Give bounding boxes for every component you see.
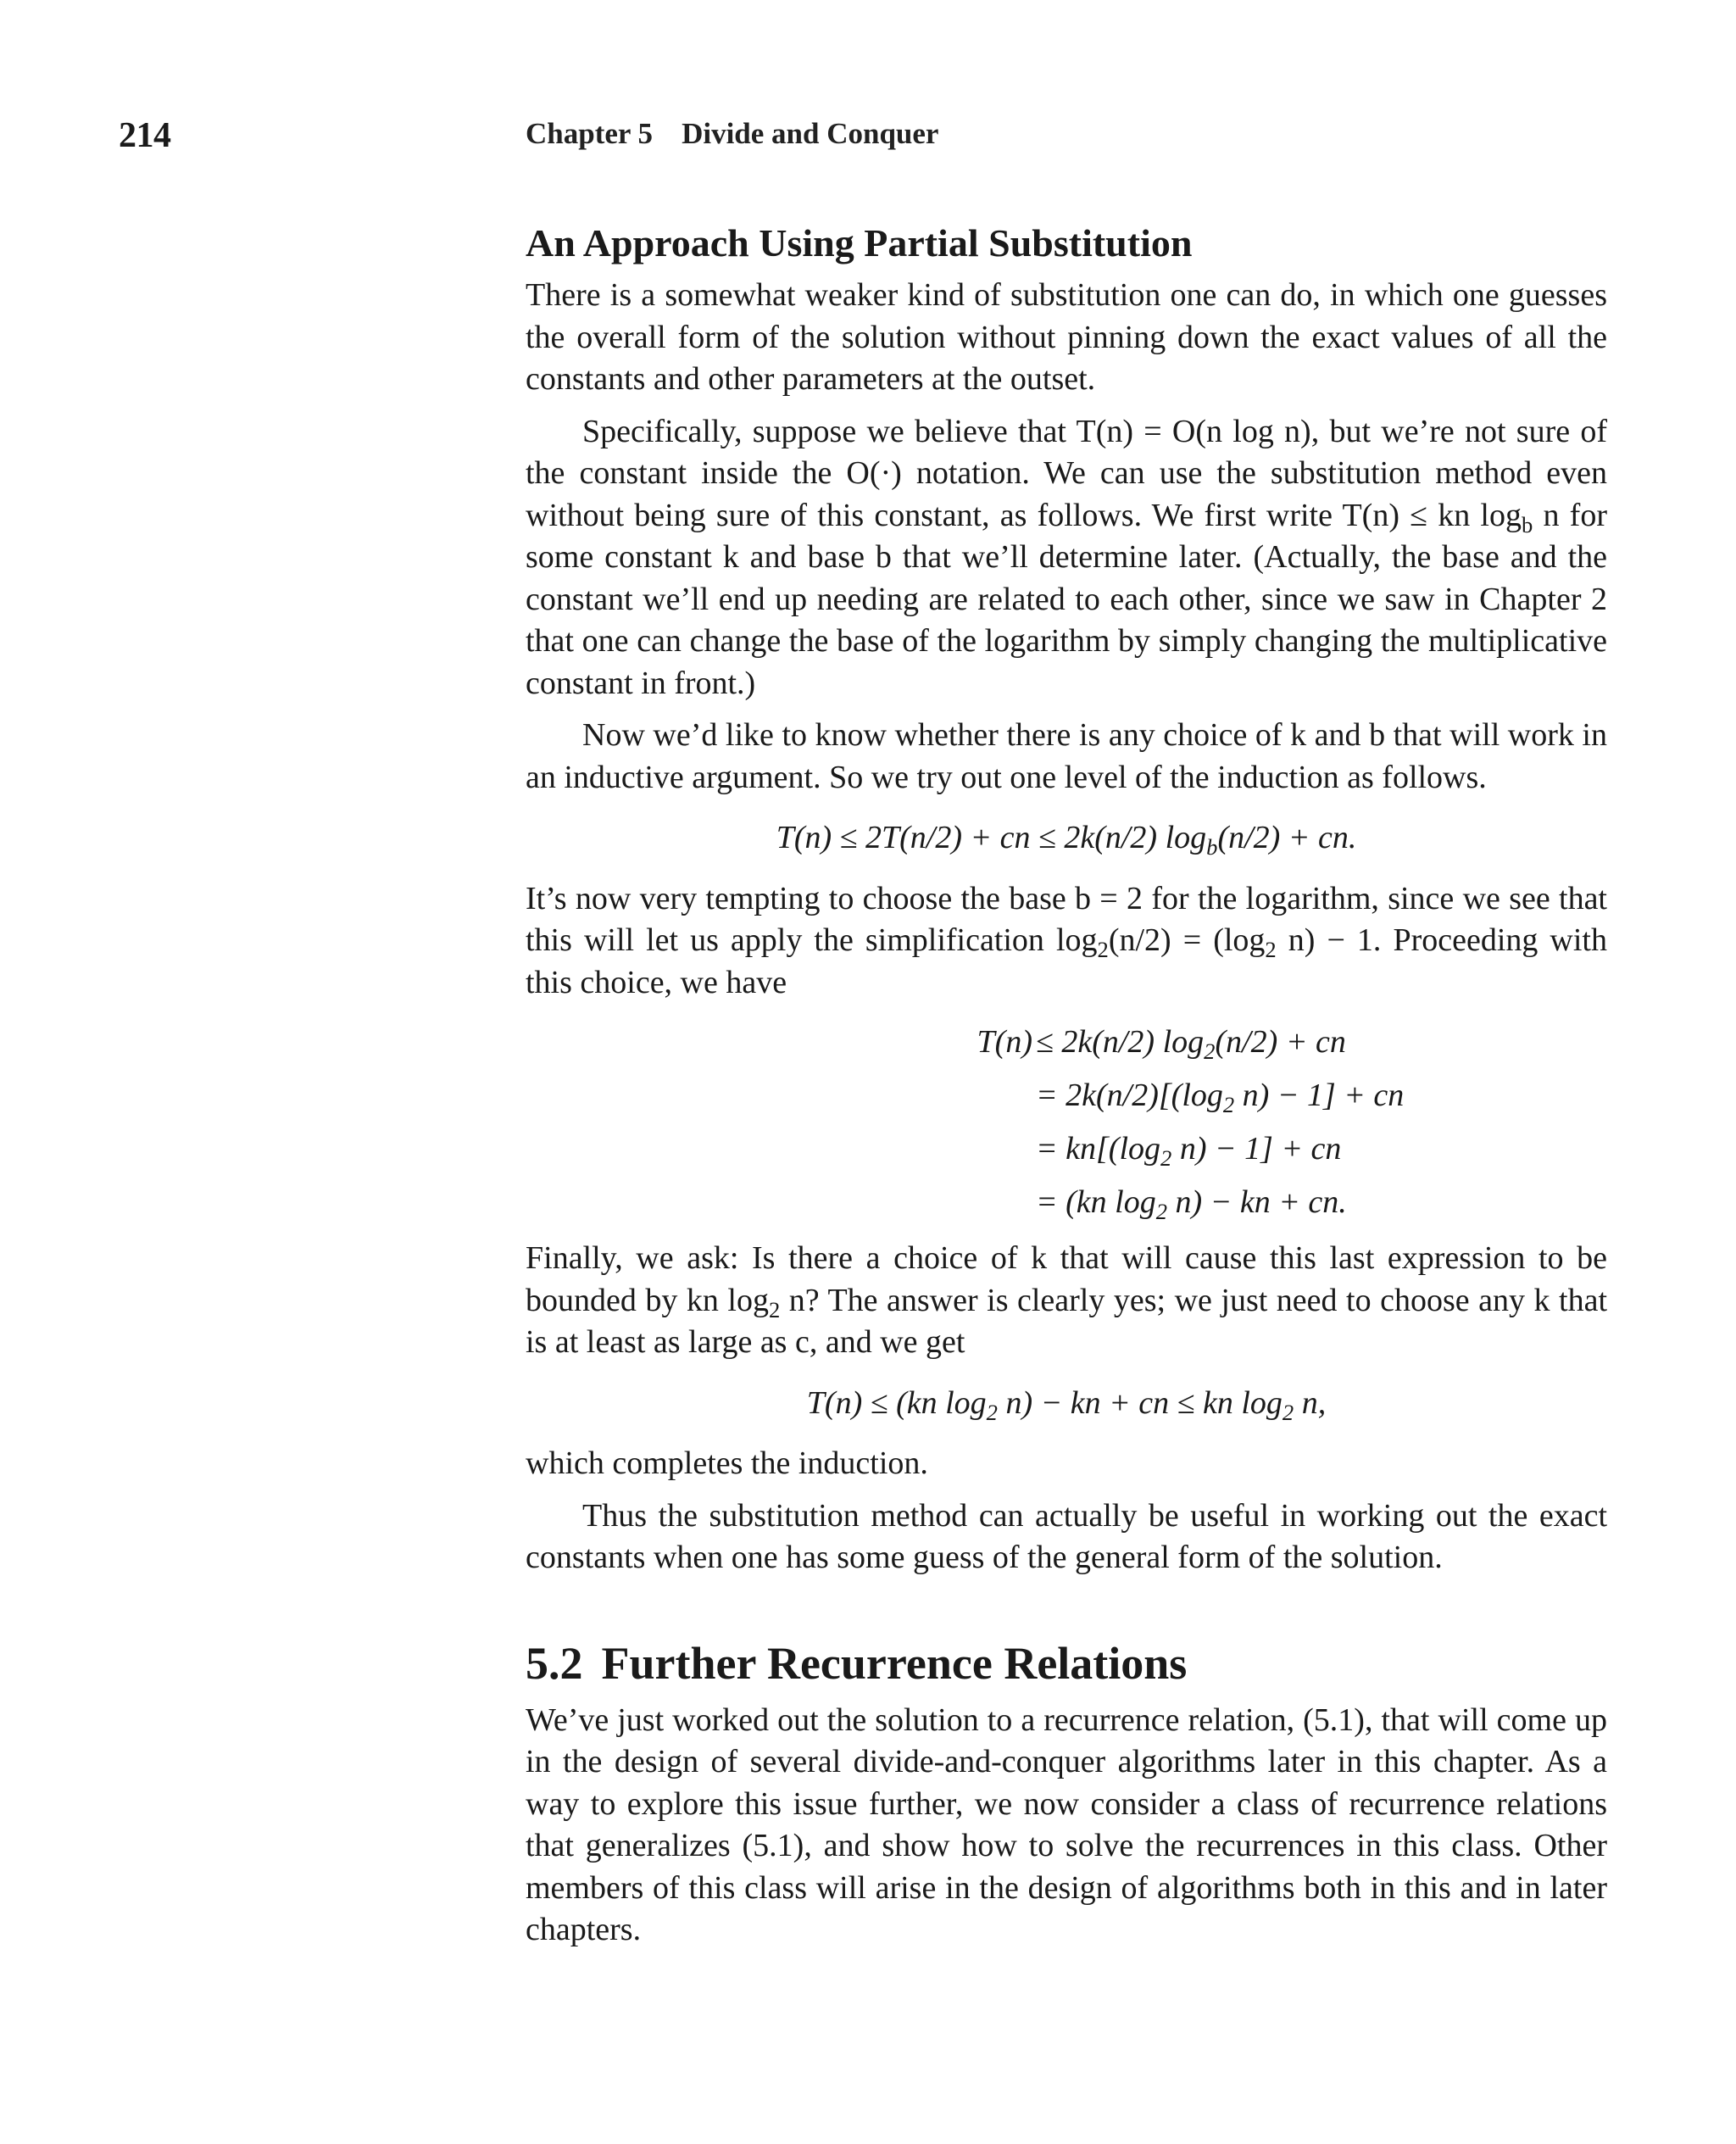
- main-column: [526, 219, 1607, 1952]
- subsection-heading: An Approach Using Partial Substitution: [526, 221, 1193, 265]
- equation-line: = $kn[(\log_2$ n) − 1] + cn: [1036, 1131, 1342, 1171]
- section-number: 5.2: [526, 1637, 583, 1689]
- paragraph: Thus the substitution method can actually be useful in working out the exact constants when one has some guess of the general form of the solution.: [526, 1497, 1607, 1575]
- paragraph: We’ve just worked out the solution to a recurrence relation, (5.1), that will come up in the design of several divide-and-conquer algorithms later in this chapter. As a way to explore this issue further, we now consider a class of recurrence relations that generalizes (5.1), and show how to solve the recurrences in this class. Other members of this class will arise in the design of algorithms both in this and in later chapters.: [526, 1701, 1607, 1947]
- section-title: Further Recurrence Relations: [601, 1637, 1188, 1689]
- paragraph: It’s now very tempting to choose the base b = 2 for the logarithm, since we see that this will let us apply the simplification $\log_2(n/2) = (\log_2$ n) − 1. Proceeding with this choice, we have: [526, 880, 1607, 1000]
- display-equation: T(n) ≤ (kn $\log_2 n$) − kn + cn ≤ kn $\log_2 n$,: [806, 1384, 1327, 1425]
- paragraph: There is a somewhat weaker kind of substitution one can do, in which one guesses the overall form of the solution without pinning down the exact values of all the constants and other parameters at the outset.: [526, 277, 1607, 397]
- equation-line: = (kn $\log_2 n$) − kn + cn.: [1036, 1184, 1347, 1224]
- running-head: [526, 117, 938, 151]
- paragraph: which completes the induction.: [526, 1445, 928, 1481]
- paragraph: Finally, we ask: Is there a choice of k that will cause this last expression to be bounded by kn $\log_2 n$? The answer is clearly yes; we just need to choose any k that is at least as large as c, and we get: [526, 1240, 1607, 1360]
- running-head-chapter: Chapter 5: [526, 117, 654, 150]
- paragraph: Specifically, suppose we believe that T(n) = O(n log n), but we’re not sure of the constant inside the O(·) notation. We can use the substitution method even without being sure of this constant, as follows. We first write T(n) ≤ kn $\log_b n$ for some constant k and base b that we’ll determine later. (Actually, the base and the constant we’ll end up needing are related to each other, since we saw in Chapter 2 that one can change the base of the logarithm by simply changing the multiplicative constant in front.): [526, 413, 1607, 701]
- paragraph: Now we’d like to know whether there is any choice of k and b that will work in an inductive argument. So we try out one level of the induction as follows.: [526, 717, 1607, 795]
- equation-line: T(n) ≤ 2k(n/2) $\log_2(n/2)$ + cn: [976, 1024, 1346, 1064]
- running-head-title: Divide and Conquer: [682, 117, 939, 150]
- section-heading: [526, 1635, 1607, 1691]
- equation-line: = $2k(n/2)[(\log_2$ n) − 1] + cn: [1036, 1078, 1405, 1117]
- display-equation: T(n) ≤ 2T(n/2) + cn ≤ 2k(n/2) $\log_b(n/2)$ + cn.: [776, 820, 1357, 860]
- aligned-equations: [526, 1016, 1607, 1229]
- page-number: 214: [119, 116, 171, 155]
